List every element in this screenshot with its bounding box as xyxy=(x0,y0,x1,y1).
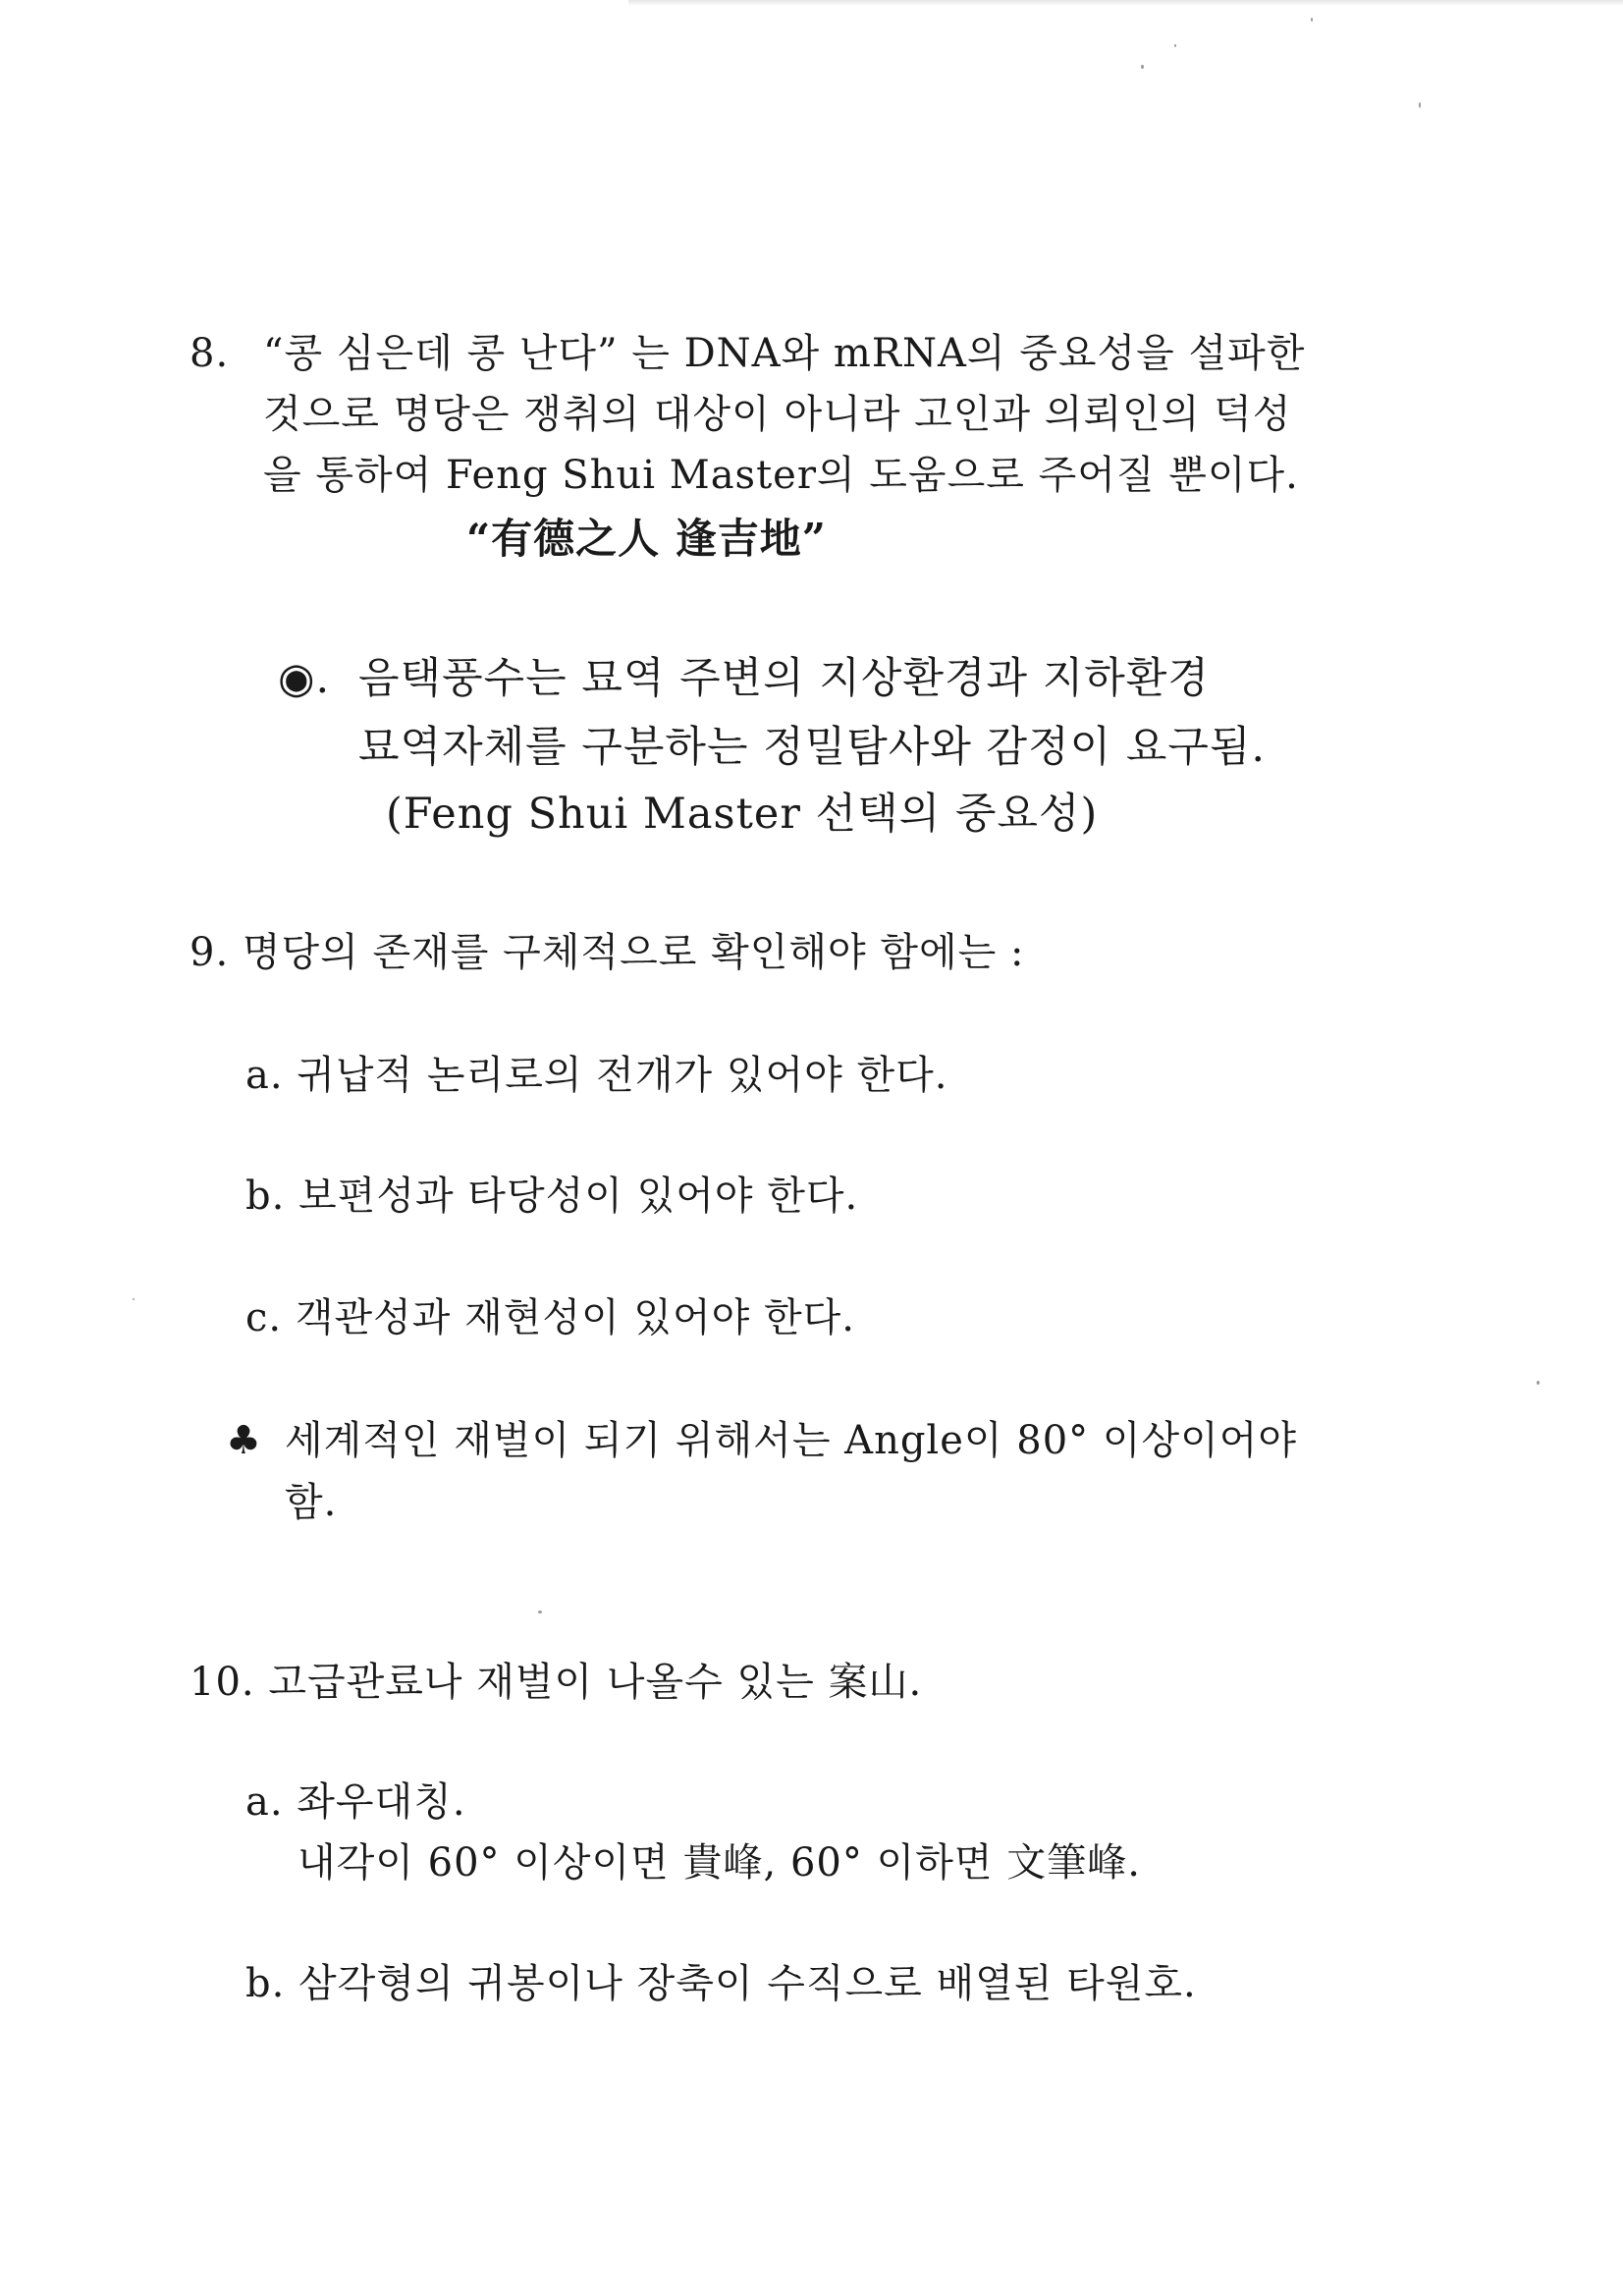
scan-speck xyxy=(1419,102,1421,108)
item-10-b: b. 삼각형의 귀봉이나 장축이 수직으로 배열된 타원호. xyxy=(245,1961,1197,2006)
club-note-line-2: 함. xyxy=(285,1480,338,1525)
item-8-line-2: 것으로 명당은 쟁취의 대상이 아니라 고인과 의뢰인의 덕성 xyxy=(263,392,1292,437)
scan-edge-shadow xyxy=(628,0,1623,6)
scan-speck xyxy=(1141,65,1144,69)
scan-speck xyxy=(1174,44,1176,47)
scan-speck xyxy=(538,1611,542,1613)
scan-speck xyxy=(1537,1381,1540,1385)
note-line-3: (Feng Shui Master 선택의 중요성) xyxy=(386,790,1099,839)
item-9-heading: 9. 명당의 존재를 구체적으로 확인해야 함에는 : xyxy=(189,930,1025,975)
item-9-a: a. 귀납적 논리로의 전개가 있어야 한다. xyxy=(245,1053,948,1098)
club-note-line-1: 세계적인 재벌이 되기 위해서는 Angle이 80° 이상이어야 xyxy=(285,1418,1298,1463)
item-9-c: c. 객관성과 재현성이 있어야 한다. xyxy=(245,1295,856,1340)
item-8-line-3: 을 통하여 Feng Shui Master의 도움으로 주어질 뿐이다. xyxy=(263,453,1299,498)
note-line-1: 음택풍수는 묘역 주변의 지상환경과 지하환경 xyxy=(358,654,1210,703)
club-icon: ♣ xyxy=(226,1418,262,1463)
scan-speck xyxy=(133,1298,135,1300)
item-8-number: 8. xyxy=(189,331,230,376)
item-8-line-1: “콩 심은데 콩 난다” 는 DNA와 mRNA의 중요성을 설파한 xyxy=(263,331,1306,376)
item-10-a-line-2: 내각이 60° 이상이면 貴峰, 60° 이하면 文筆峰. xyxy=(298,1840,1141,1886)
scan-speck xyxy=(1311,18,1313,22)
note-bullet: ◉. xyxy=(278,654,331,703)
note-line-2: 묘역자체를 구분하는 정밀탐사와 감정이 요구됨. xyxy=(358,723,1267,772)
item-9-b: b. 보편성과 타당성이 있어야 한다. xyxy=(245,1174,859,1219)
item-8-quote: “有德之人 逢吉地” xyxy=(466,515,827,563)
item-10-a-line-1: a. 좌우대칭. xyxy=(245,1779,466,1825)
item-10-heading: 10. 고급관료나 재벌이 나올수 있는 案山. xyxy=(189,1660,923,1705)
